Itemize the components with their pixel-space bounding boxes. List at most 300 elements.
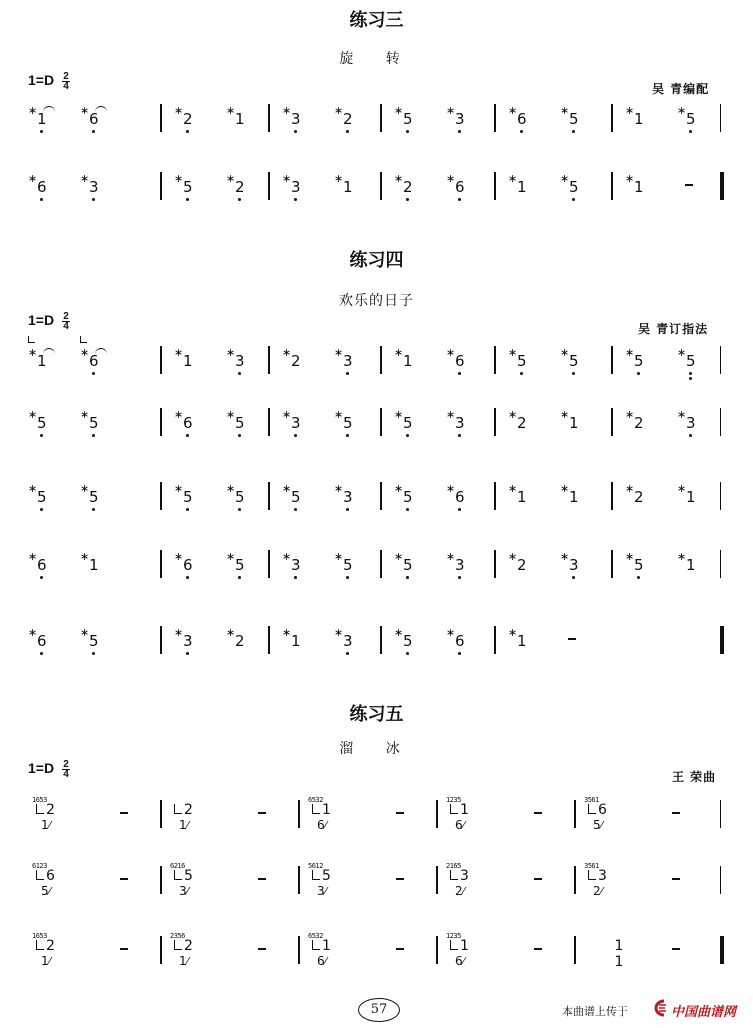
note-digit: 2 [343, 110, 353, 128]
note [174, 480, 198, 518]
chord-lower-digit: 3⁄ [179, 884, 189, 898]
low-dot-icon [458, 508, 461, 511]
note-digit: 1 [686, 556, 696, 574]
low-dot-icon [458, 576, 461, 579]
time-num: 2 [63, 71, 69, 82]
barline [720, 346, 721, 374]
pick-mark-icon: ∗ [282, 482, 292, 495]
low-dot-icon [92, 508, 95, 511]
note-digit: 5 [183, 178, 193, 196]
sustain-dash [258, 948, 266, 950]
pick-mark-icon: ∗ [446, 482, 456, 495]
note-digit: 5 [37, 488, 47, 506]
note [28, 344, 52, 382]
note [226, 344, 250, 382]
pick-mark-icon: ∗ [28, 104, 38, 117]
low-dot-icon [520, 372, 523, 375]
grace-hook-icon [312, 813, 320, 814]
low-dot-icon [40, 434, 43, 437]
barline [268, 408, 270, 436]
note [625, 344, 649, 382]
note [174, 548, 198, 586]
note-digit: 2 [235, 178, 245, 196]
pick-mark-icon: ∗ [282, 172, 292, 185]
barline [268, 626, 270, 654]
barline [574, 800, 576, 828]
note-digit: 5 [569, 110, 579, 128]
note [677, 480, 701, 518]
barline [494, 550, 496, 578]
low-dot-icon [406, 130, 409, 133]
pick-mark-icon: ∗ [80, 550, 90, 563]
time-signature [62, 760, 70, 779]
note-digit: 3 [89, 178, 99, 196]
low-dot-icon [92, 130, 95, 133]
barline [380, 550, 382, 578]
credit-4: 吴 青订指法 [638, 322, 709, 336]
note-digit: 1 [37, 352, 47, 370]
time-signature [62, 72, 70, 91]
sustain-dash [120, 812, 128, 814]
grace-hook-icon [174, 879, 182, 880]
pick-mark-icon: ∗ [446, 346, 456, 359]
note-digit: 5 [235, 556, 245, 574]
note-digit: 3 [291, 110, 301, 128]
note-digit: 5 [686, 352, 696, 370]
note [80, 406, 104, 444]
pick-mark-icon: ∗ [282, 346, 292, 359]
barline [494, 346, 496, 374]
note-digit: 2 [183, 110, 193, 128]
barline [160, 172, 162, 200]
note [80, 480, 104, 518]
pick-mark-icon: ∗ [226, 104, 236, 117]
note [394, 548, 418, 586]
note-digit: 5 [89, 632, 99, 650]
pick-mark-icon: ∗ [625, 172, 635, 185]
note [446, 406, 470, 444]
low-dot-icon [186, 652, 189, 655]
section-title-3: 练习三 [349, 10, 404, 31]
ornament-notes: 2356 [170, 932, 185, 940]
song-title-4: 欢乐的日子 [339, 293, 414, 309]
note [625, 102, 649, 140]
sustain-dash [534, 878, 542, 880]
pick-mark-icon: ∗ [560, 482, 570, 495]
staff-row [28, 546, 728, 590]
barline [611, 482, 613, 510]
note [226, 102, 250, 140]
low-dot-icon [458, 130, 461, 133]
chord-upper-digit: 1 [614, 938, 624, 954]
chord [308, 862, 348, 902]
note [677, 548, 701, 586]
note-digit: 3 [455, 414, 465, 432]
note-digit: 1 [343, 178, 353, 196]
low-dot-icon [689, 434, 692, 437]
low-dot-icon [40, 652, 43, 655]
barline [611, 172, 613, 200]
staff-row [28, 342, 728, 386]
ornament-arc-icon [43, 348, 55, 355]
note [394, 102, 418, 140]
note-digit: 1 [517, 488, 527, 506]
note-digit: 1 [291, 632, 301, 650]
pick-mark-icon: ∗ [226, 346, 236, 359]
note [282, 344, 306, 382]
chord-lower-digit: 2⁄ [455, 884, 465, 898]
note-digit: 6 [455, 352, 465, 370]
pick-mark-icon: ∗ [226, 172, 236, 185]
note-digit: 5 [569, 352, 579, 370]
grace-hook-icon [588, 813, 596, 814]
low-dot-icon [186, 508, 189, 511]
pick-mark-icon: ∗ [677, 104, 687, 117]
grace-hook-icon [312, 949, 320, 950]
sustain-dash [258, 878, 266, 880]
chord-lower-digit: 5⁄ [41, 884, 51, 898]
sustain-dash [534, 812, 542, 814]
chord [584, 862, 624, 902]
tremolo-mark-icon: ⁄ [186, 955, 189, 968]
barline [611, 408, 613, 436]
sustain-dash [534, 948, 542, 950]
pick-mark-icon: ∗ [677, 550, 687, 563]
pick-mark-icon: ∗ [446, 104, 456, 117]
note-digit: 1 [235, 110, 245, 128]
pick-mark-icon: ∗ [28, 482, 38, 495]
key-signature-5 [28, 760, 70, 779]
note [625, 170, 649, 208]
pick-mark-icon: ∗ [28, 346, 38, 359]
sustain-dash [258, 812, 266, 814]
note-digit: 3 [343, 632, 353, 650]
note [508, 344, 532, 382]
barline [494, 408, 496, 436]
note [334, 344, 358, 382]
barline [160, 550, 162, 578]
note-digit: 6 [455, 488, 465, 506]
note [394, 344, 418, 382]
low-dot-icon [40, 130, 43, 133]
note [560, 548, 584, 586]
tremolo-mark-icon: ⁄ [462, 955, 465, 968]
pick-mark-icon: ∗ [334, 482, 344, 495]
pick-mark-icon: ∗ [28, 550, 38, 563]
low-dot-icon [294, 434, 297, 437]
note [80, 624, 104, 662]
barline [611, 104, 613, 132]
note [28, 624, 52, 662]
ornament-notes: 1235 [446, 796, 461, 804]
time-den: 4 [63, 81, 69, 92]
key-signature-3 [28, 72, 70, 91]
note [28, 406, 52, 444]
barline [298, 800, 300, 828]
chord [308, 932, 348, 972]
barline [574, 936, 576, 964]
grace-hook-icon [312, 879, 320, 880]
note [508, 624, 532, 662]
chord-lower-digit: 6⁄ [455, 818, 465, 832]
low-dot-icon [572, 372, 575, 375]
ornament-notes: 5612 [308, 862, 323, 870]
low-dot-icon [346, 576, 349, 579]
chord [170, 932, 210, 972]
tremolo-mark-icon: ⁄ [48, 885, 51, 898]
note-digit: 5 [403, 414, 413, 432]
barline [720, 626, 724, 654]
chord-upper-digit: 1 [322, 938, 331, 954]
low-dot-icon [346, 652, 349, 655]
note [508, 548, 532, 586]
low-dot-icon [346, 434, 349, 437]
chord [32, 932, 72, 972]
pick-mark-icon: ∗ [80, 482, 90, 495]
sustain-dash [396, 878, 404, 880]
low-dot-icon [689, 130, 692, 133]
barline [720, 550, 721, 578]
site-logo-icon [650, 999, 670, 1017]
note [560, 406, 584, 444]
low-dot-icon [406, 434, 409, 437]
staff-row [28, 100, 728, 144]
pick-mark-icon: ∗ [334, 172, 344, 185]
note [174, 170, 198, 208]
barline [494, 482, 496, 510]
note-digit: 3 [235, 352, 245, 370]
grace-hook-icon [174, 949, 182, 950]
song-title-3: 旋 转 [339, 51, 414, 67]
note-digit: 2 [634, 414, 644, 432]
pick-mark-icon: ∗ [625, 482, 635, 495]
note-digit: 3 [343, 352, 353, 370]
note [80, 170, 104, 208]
low-dot-icon [294, 130, 297, 133]
pick-mark-icon: ∗ [174, 550, 184, 563]
pick-mark-icon: ∗ [282, 104, 292, 117]
note [28, 170, 52, 208]
chord [446, 796, 486, 836]
chord-stack [614, 938, 624, 970]
note [560, 102, 584, 140]
sustain-dash [120, 948, 128, 950]
note-digit: 1 [183, 352, 193, 370]
chord-lower-digit: 6⁄ [317, 818, 327, 832]
note-digit: 5 [569, 178, 579, 196]
note [560, 480, 584, 518]
note-digit: 6 [455, 178, 465, 196]
note-digit: 3 [455, 556, 465, 574]
low-dot-icon [458, 434, 461, 437]
note-digit: 2 [403, 178, 413, 196]
chord-lower-digit: 6⁄ [317, 954, 327, 968]
chord [170, 862, 210, 902]
chord-upper-digit: 2 [184, 802, 193, 818]
barline [611, 346, 613, 374]
note-digit: 5 [686, 110, 696, 128]
ornament-notes: 1653 [32, 932, 47, 940]
barline [160, 408, 162, 436]
low-dot-icon [186, 434, 189, 437]
note-digit: 6 [183, 556, 193, 574]
note-digit: 5 [89, 488, 99, 506]
chord [446, 932, 486, 972]
low-dot-icon [92, 434, 95, 437]
note [226, 406, 250, 444]
note-digit: 5 [517, 352, 527, 370]
note [80, 548, 104, 586]
tremolo-mark-icon: ⁄ [48, 955, 51, 968]
low-dot-icon [186, 130, 189, 133]
note-digit: 6 [37, 556, 47, 574]
sustain-dash [672, 812, 680, 814]
note [446, 102, 470, 140]
staff-row [28, 862, 728, 906]
chord-upper-digit: 3 [598, 868, 607, 884]
low-dot-icon [520, 130, 523, 133]
note [334, 624, 358, 662]
low-dot-icon [406, 508, 409, 511]
note-digit: 1 [569, 488, 579, 506]
barline [298, 866, 300, 894]
pick-mark-icon: ∗ [282, 626, 292, 639]
chord-upper-digit: 1 [460, 938, 469, 954]
pick-mark-icon: ∗ [394, 626, 404, 639]
sustain-dash [396, 948, 404, 950]
barline [160, 626, 162, 654]
chord-upper-digit: 5 [322, 868, 331, 884]
note [394, 170, 418, 208]
pick-mark-icon: ∗ [394, 346, 404, 359]
page-number: 57 [358, 998, 400, 1022]
note-digit: 6 [89, 352, 99, 370]
chord-lower-digit: 1⁄ [179, 818, 189, 832]
note [446, 170, 470, 208]
chord-upper-digit: 6 [46, 868, 55, 884]
note-digit: 1 [89, 556, 99, 574]
barline [720, 800, 721, 828]
note [282, 480, 306, 518]
pick-mark-icon: ∗ [625, 408, 635, 421]
tremolo-mark-icon: ⁄ [48, 819, 51, 832]
ornament-notes: 2165 [446, 862, 461, 870]
pick-mark-icon: ∗ [560, 172, 570, 185]
pick-mark-icon: ∗ [508, 408, 518, 421]
note [446, 624, 470, 662]
barline [720, 482, 721, 510]
note [282, 624, 306, 662]
time-num: 2 [63, 759, 69, 770]
chord-upper-digit: 2 [46, 802, 55, 818]
credit-3: 吴 青编配 [652, 82, 710, 96]
note-digit: 5 [37, 414, 47, 432]
pick-mark-icon: ∗ [334, 346, 344, 359]
pick-mark-icon: ∗ [625, 550, 635, 563]
ornament-arc-icon [95, 348, 107, 355]
ornament-notes: 3561 [584, 796, 599, 804]
pick-mark-icon: ∗ [560, 104, 570, 117]
note-digit: 1 [37, 110, 47, 128]
note-digit: 5 [403, 632, 413, 650]
grace-hook-icon [450, 813, 458, 814]
note-digit: 1 [686, 488, 696, 506]
ornament-arc-icon [43, 106, 55, 113]
chord-upper-digit: 1 [322, 802, 331, 818]
pick-mark-icon: ∗ [508, 482, 518, 495]
note-digit: 2 [517, 556, 527, 574]
pick-mark-icon: ∗ [446, 172, 456, 185]
note [508, 102, 532, 140]
pick-mark-icon: ∗ [677, 346, 687, 359]
low-dot-icon [572, 576, 575, 579]
note-digit: 5 [634, 352, 644, 370]
pick-mark-icon: ∗ [80, 172, 90, 185]
note [625, 406, 649, 444]
note [80, 102, 104, 140]
note [508, 170, 532, 208]
note [334, 102, 358, 140]
barline [160, 104, 162, 132]
barline [436, 800, 438, 828]
note-digit: 3 [183, 632, 193, 650]
chord-lower-digit: 1⁄ [41, 818, 51, 832]
staff-row [28, 622, 728, 666]
low-dot-icon [689, 372, 692, 375]
low-dot-icon [346, 130, 349, 133]
note-digit: 5 [343, 556, 353, 574]
note-digit: 1 [517, 178, 527, 196]
pick-mark-icon: ∗ [226, 408, 236, 421]
grace-hook-icon [174, 813, 182, 814]
barline [611, 550, 613, 578]
grace-hook-icon [588, 879, 596, 880]
barline [268, 172, 270, 200]
barline [436, 936, 438, 964]
barline [380, 482, 382, 510]
pick-mark-icon: ∗ [334, 408, 344, 421]
chord [32, 862, 72, 902]
note-digit: 5 [403, 110, 413, 128]
low-dot-icon [238, 576, 241, 579]
note-digit: 5 [403, 488, 413, 506]
note [80, 344, 104, 382]
note-digit: 5 [291, 488, 301, 506]
low-dot-icon [92, 198, 95, 201]
pick-mark-icon: ∗ [508, 172, 518, 185]
barline [160, 482, 162, 510]
barline [268, 104, 270, 132]
barline [380, 346, 382, 374]
chord-lower-digit: 3⁄ [317, 884, 327, 898]
ornament-notes: 6532 [308, 932, 323, 940]
pick-mark-icon: ∗ [80, 408, 90, 421]
pick-mark-icon: ∗ [560, 550, 570, 563]
upload-note: 本曲谱上传于 [562, 1005, 628, 1018]
staff-row [28, 478, 728, 522]
barline [380, 172, 382, 200]
pick-mark-icon: ∗ [334, 626, 344, 639]
low-dot-icon [40, 576, 43, 579]
note-digit: 6 [89, 110, 99, 128]
time-den: 4 [63, 769, 69, 780]
sustain-dash [672, 948, 680, 950]
note-digit: 2 [634, 488, 644, 506]
chord-upper-digit: 2 [184, 938, 193, 954]
barline [160, 800, 162, 828]
pick-mark-icon: ∗ [394, 482, 404, 495]
low-dot-icon [406, 198, 409, 201]
